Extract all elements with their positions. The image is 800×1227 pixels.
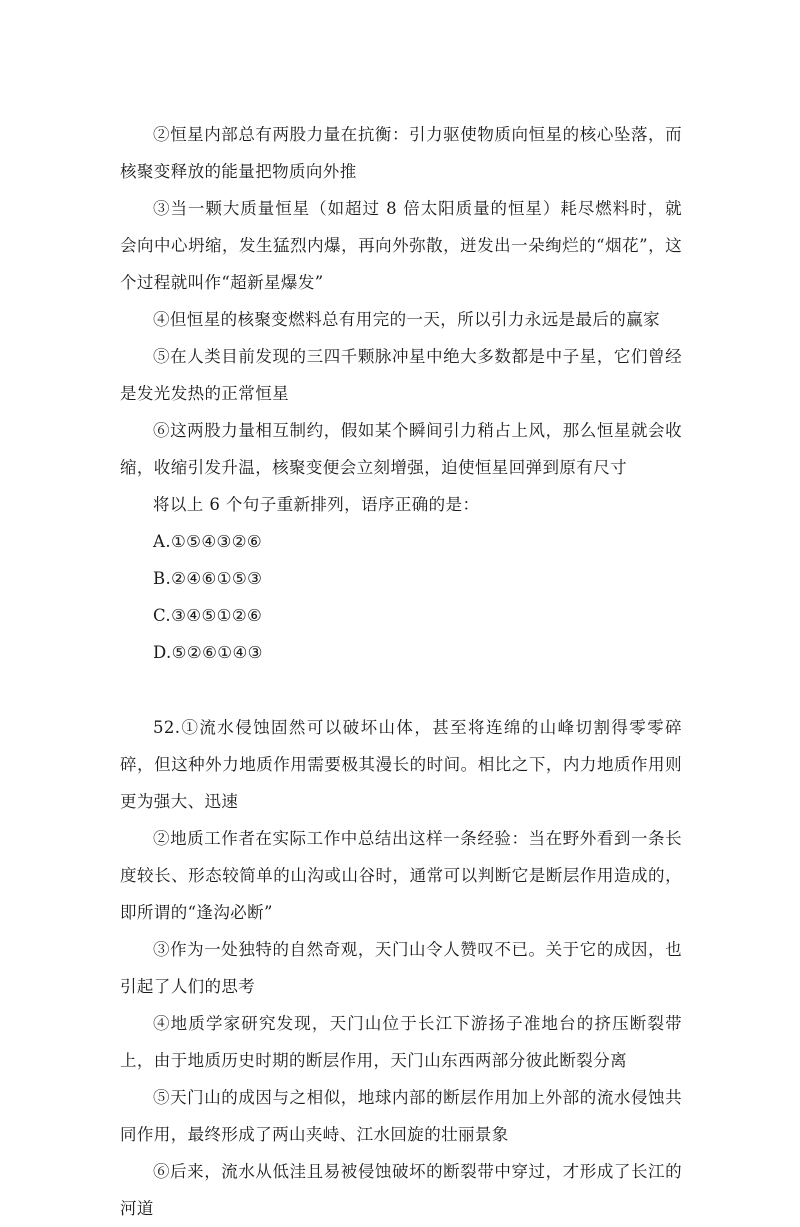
option-a: A.①⑤④③②⑥ [153, 532, 263, 551]
sentence-5: ⑤在人类目前发现的三四千颗脉冲星中绝大多数都是中子星，它们曾经是发光发热的正常恒星 [120, 347, 682, 403]
sentence-6: ⑥这两股力量相互制约，假如某个瞬间引力稍占上风，那么恒星就会收缩，收缩引发升温，核聚变便会立刻增强，迫使恒星回弹到原有尺寸 [120, 421, 682, 477]
sentence-5: ⑤天门山的成因与之相似，地球内部的断层作用加上外部的流水侵蚀共同作用，最终形成了两山夹峙、江水回旋的壮丽景象 [120, 1088, 682, 1144]
sentence-4: ④地质学家研究发现，天门山位于长江下游扬子准地台的挤压断裂带上，由于地质历史时期的断层作用，天门山东西两部分彼此断裂分离 [120, 1014, 682, 1070]
question-prompt: 将以上 6 个句子重新排列，语序正确的是： [153, 495, 480, 514]
question-51 [120, 116, 682, 671]
option-d: D.⑤②⑥①④③ [153, 643, 263, 662]
sentence-2: ②恒星内部总有两股力量在抗衡：引力驱使物质向恒星的核心坠落，而核聚变释放的能量把物质向外推 [120, 125, 682, 181]
sentence-3: ③当一颗大质量恒星（如超过 8 倍太阳质量的恒星）耗尽燃料时，就会向中心坍缩，发生猛烈内爆，再向外弥散，迸发出一朵绚烂的“烟花”，这个过程就叫作“超新星爆发” [120, 199, 682, 292]
document-page [120, 116, 682, 1227]
question-52 [120, 709, 682, 1227]
sentence-6: ⑥后来，流水从低洼且易被侵蚀破坏的断裂带中穿过，才形成了长江的河道 [120, 1162, 682, 1218]
sentence-1: 52.①流水侵蚀固然可以破坏山体，甚至将连绵的山峰切割得零零碎碎，但这种外力地质作用需要极其漫长的时间。相比之下，内力地质作用则更为强大、迅速 [120, 718, 682, 811]
sentence-3: ③作为一处独特的自然奇观，天门山令人赞叹不已。关于它的成因，也引起了人们的思考 [120, 940, 682, 996]
sentence-4: ④但恒星的核聚变燃料总有用完的一天，所以引力永远是最后的赢家 [153, 310, 660, 329]
sentence-2: ②地质工作者在实际工作中总结出这样一条经验：当在野外看到一条长度较长、形态较简单的山沟或山谷时，通常可以判断它是断层作用造成的，即所谓的“逢沟必断” [120, 829, 682, 922]
option-b: B.②④⑥①⑤③ [153, 569, 263, 588]
option-c: C.③④⑤①②⑥ [153, 606, 263, 625]
section-gap [120, 671, 682, 709]
